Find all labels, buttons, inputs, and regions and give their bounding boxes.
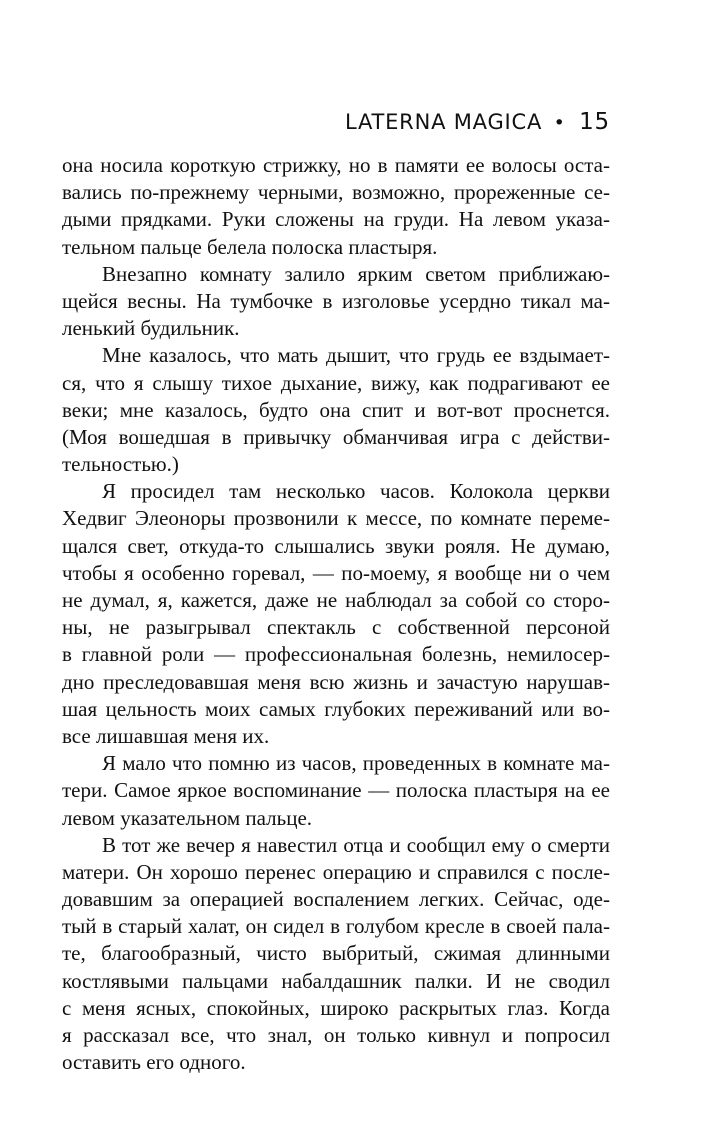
paragraph-1	[62, 152, 610, 261]
text-line: Я мало что помню из часов, проведенных в комнате ма-	[102, 751, 610, 776]
text-line: дно преследовавшая меня всю жизнь и зачастую нарушав-	[62, 669, 610, 694]
text-line: В тот же вечер я навестил отца и сообщил ему о смерти	[102, 832, 610, 857]
text-line: Хедвиг Элеоноры прозвонили к мессе, по комнате переме-	[62, 506, 610, 531]
running-header	[62, 107, 610, 138]
text-line: шая цельность моих самых глубоких переживаний или во-	[62, 696, 610, 721]
text-line: в главной роли — профессиональная болезнь, немилосер-	[62, 642, 610, 667]
paragraph-2	[62, 261, 610, 343]
text-line: Я просидел там несколько часов. Колокола церкви	[102, 479, 610, 504]
text-line: тый в старый халат, он сидел в голубом кресле в своей пала-	[62, 914, 610, 939]
text-line: Внезапно комнату залило ярким светом приближаю-	[102, 261, 610, 286]
text-line: Мне казалось, что мать дышит, что грудь ее вздымает-	[102, 343, 610, 368]
text-line: оставить его одного.	[62, 1050, 246, 1075]
text-line: тери. Самое яркое воспоминание — полоска пластыря на ее	[62, 778, 610, 803]
text-line: вались по-прежнему черными, возможно, прореженные се-	[62, 180, 610, 205]
paragraph-4	[62, 478, 610, 750]
text-line: (Моя вошедшая в привычку обманчивая игра с действи-	[62, 424, 610, 449]
text-line: те, благообразный, чисто выбритый, сжимая длинными	[62, 941, 610, 966]
text-line: левом указательном пальце.	[62, 805, 313, 830]
text-line: не думал, я, кажется, даже не наблюдал за собой со сторо-	[62, 588, 610, 612]
text-line: чтобы я особенно горевал, — по-моему, я вообще ни о чем	[62, 560, 610, 585]
text-line: костлявыми пальцами набалдашник палки. И не сводил	[62, 968, 610, 993]
text-line: тельном пальце белела полоска пластыря.	[62, 234, 438, 259]
text-line: тельностью.)	[62, 452, 179, 477]
text-line: с меня ясных, спокойных, широко раскрытых глаз. Когда	[62, 995, 610, 1020]
body-text	[62, 152, 610, 1076]
text-line: я рассказал все, что знал, он только кивнул и попросил	[62, 1023, 610, 1047]
book-title: LATERNA MAGICA	[344, 110, 543, 134]
text-line: веки; мне казалось, будто она спит и вот-вот проснется.	[62, 397, 610, 422]
text-line: щался свет, откуда-то слышались звуки рояля. Не думаю,	[62, 533, 610, 558]
text-line: матери. Он хорошо перенес операцию и справился с после-	[62, 859, 610, 884]
header-separator: •	[553, 112, 566, 134]
text-line: ся, что я слышу тихое дыхание, вижу, как подрагивают ее	[62, 370, 610, 395]
paragraph-5	[62, 750, 610, 832]
text-line: все лишавшая меня их.	[62, 723, 270, 748]
text-line: щейся весны. На тумбочке в изголовье усердно тикал ма-	[62, 288, 610, 313]
text-line: довавшим за операцией воспалением легких. Сейчас, оде-	[62, 887, 610, 912]
text-line: она носила короткую стрижку, но в памяти ее волосы оста-	[62, 153, 610, 177]
text-line: ленький будильник.	[62, 316, 240, 341]
book-page	[62, 0, 610, 1122]
text-line: ны, не разыгрывал спектакль с собственной персоной	[62, 615, 610, 640]
paragraph-3	[62, 342, 610, 478]
page-number: 15	[579, 109, 610, 135]
paragraph-6	[62, 832, 610, 1077]
text-line: дыми прядками. Руки сложены на груди. На левом указа-	[62, 207, 610, 232]
